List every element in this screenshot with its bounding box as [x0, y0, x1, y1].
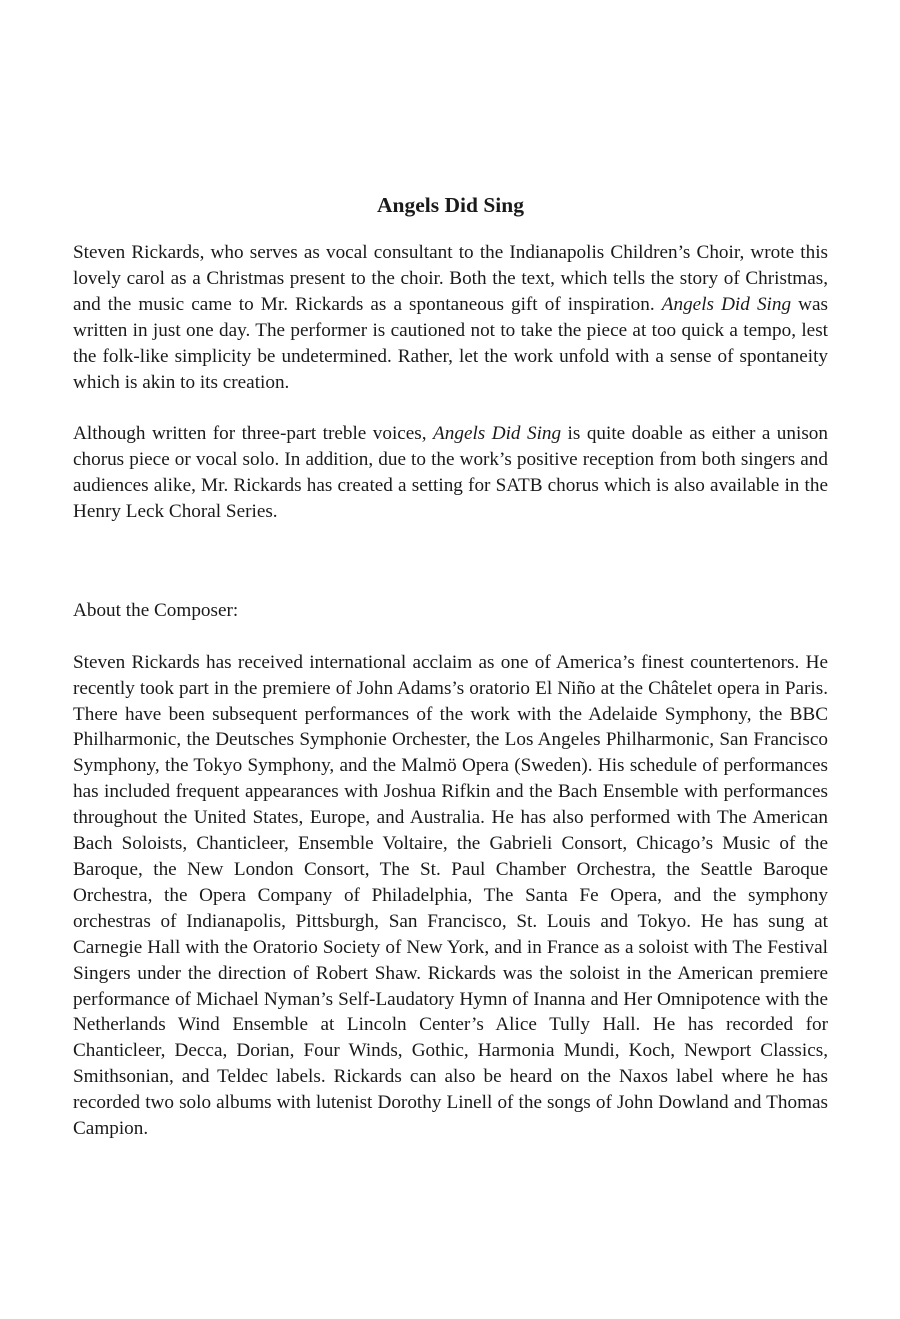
intro-paragraph-2 — [73, 421, 828, 525]
document-page — [73, 190, 828, 1142]
intro-p1-text-end: was written in just one day. The performer is cautioned not to take the piece at too quick a tempo, lest the folk-like simplicity be undetermined. Rather, let the work unfold with a sense of spontaneity which is akin to its creation. — [73, 293, 828, 393]
intro-paragraph-1 — [73, 240, 828, 395]
intro-p2-text-end: is quite doable as either a unison chorus piece or vocal solo. In addition, due to the work’s positive reception from both singers and audiences alike, Mr. Rickards has created a setting for SATB chorus which is also available in the Henry Leck Choral Series. — [73, 423, 828, 523]
composer-bio: Steven Rickards has received international acclaim as one of America’s finest countertenors. He recently took part in the premiere of John Adams’s oratorio El Niño at the Châtelet opera in Paris. There have been subsequent performances of the work with the Adelaide Symphony, the BBC Philharmonic, the Deutsches Symphonie Orchester, the Los Angeles Philharmonic, San Francisco Symphony, the Tokyo Symphony, and the Malmö Opera (Sweden). His schedule of performances has included frequent appearances with Joshua Rifkin and the Bach Ensemble with performances throughout the United States, Europe, and Australia. He has also performed with The American Bach Soloists, Chanticleer, Ensemble Voltaire, the Gabrieli Consort, Chicago’s Music of the Baroque, the New London Consort, The St. Paul Chamber Orchestra, the Seattle Baroque Orchestra, the Opera Company of Philadelphia, The Santa Fe Opera, and the symphony orchestras of Indianapolis, Pittsburgh, San Francisco, St. Louis and Tokyo. He has sung at Carnegie Hall with the Oratorio Society of New York, and in France as a soloist with The Festival Singers under the direction of Robert Shaw. Rickards was the soloist in the American premiere performance of Michael Nyman’s Self-Laudatory Hymn of Inanna and Her Omnipotence with the Netherlands Wind Ensemble at Lincoln Center’s Alice Tully Hall. He has recorded for Chanticleer, Decca, Dorian, Four Winds, Gothic, Harmonia Mundi, Koch, Newport Classics, Smithsonian, and Teldec labels. Rickards can also be heard on the Naxos label where he has recorded two solo albums with lutenist Dorothy Linell of the songs of John Dowland and Thomas Campion. — [73, 651, 828, 1140]
intro-p2-text-start: Although written for three-part treble voices, — [73, 423, 434, 445]
intro-p2-work-title: Angels Did Sing — [433, 423, 562, 445]
page-title: Angels Did Sing — [377, 193, 524, 217]
intro-p1-text-start: Steven Rickards, who serves as vocal consultant to the Indianapolis Children’s Choir, wrote this lovely carol as a Christmas present to the choir. Both the text, which tells the story of Christmas, and the music came to Mr. Rickards as a spontaneous gift of inspiration. — [73, 242, 828, 315]
section-spacer — [73, 525, 828, 598]
composer-heading: About the Composer: — [73, 599, 239, 621]
intro-p1-work-title: Angels Did Sing — [661, 293, 792, 315]
